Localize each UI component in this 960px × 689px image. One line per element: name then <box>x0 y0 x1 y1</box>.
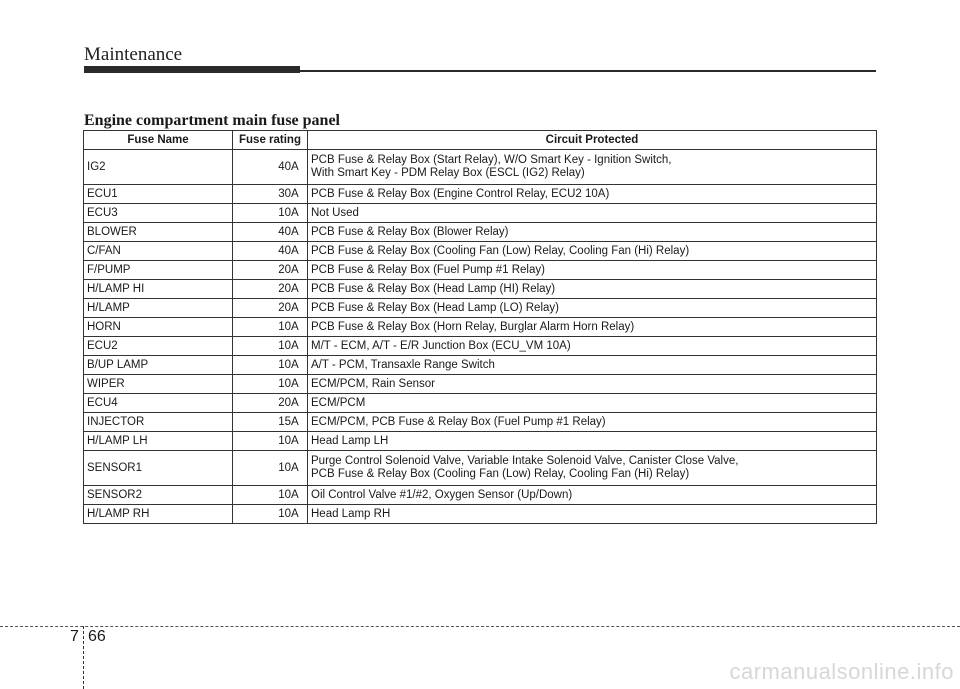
fuse-name-cell: WIPER <box>84 375 233 394</box>
circuit-protected-cell <box>308 261 877 280</box>
circuit-protected-cell <box>308 204 877 223</box>
fuse-rating-cell: 20A <box>233 261 308 280</box>
fuse-name-cell: H/LAMP RH <box>84 505 233 524</box>
fuse-name-cell: SENSOR2 <box>84 486 233 505</box>
chapter-number: 7 <box>70 628 79 645</box>
circuit-line: A/T - PCM, Transaxle Range Switch <box>311 358 495 371</box>
circuit-protected-cell <box>308 394 877 413</box>
circuit-protected-cell <box>308 413 877 432</box>
circuit-line: PCB Fuse & Relay Box (Horn Relay, Burglar Alarm Horn Relay) <box>311 320 635 333</box>
fuse-name-cell: ECU3 <box>84 204 233 223</box>
circuit-protected-cell <box>308 318 877 337</box>
table-row <box>84 223 877 242</box>
fuse-rating-cell: 10A <box>233 432 308 451</box>
fuse-name-cell: ECU1 <box>84 185 233 204</box>
fuse-rating-cell: 10A <box>233 204 308 223</box>
table-header-row <box>84 131 877 150</box>
table-row <box>84 375 877 394</box>
section-title: Engine compartment main fuse panel <box>84 112 340 129</box>
circuit-line: Oil Control Valve #1/#2, Oxygen Sensor (Up/Down) <box>311 488 573 501</box>
table-row <box>84 432 877 451</box>
fuse-name-cell: C/FAN <box>84 242 233 261</box>
circuit-line: PCB Fuse & Relay Box (Start Relay), W/O Smart Key - Ignition Switch, <box>311 154 672 166</box>
table-row <box>84 318 877 337</box>
table-row <box>84 280 877 299</box>
fuse-table-body <box>84 150 877 524</box>
fuse-name-cell: INJECTOR <box>84 413 233 432</box>
table-row <box>84 185 877 204</box>
header-rule-thick <box>84 66 300 73</box>
table-row <box>84 451 877 486</box>
table-row <box>84 413 877 432</box>
column-header-circuit-protected: Circuit Protected <box>308 131 877 150</box>
circuit-protected-cell <box>308 185 877 204</box>
circuit-protected-cell <box>308 242 877 261</box>
circuit-line: ECM/PCM, PCB Fuse & Relay Box (Fuel Pump #1 Relay) <box>311 415 606 428</box>
table-row <box>84 299 877 318</box>
fuse-rating-cell: 10A <box>233 318 308 337</box>
circuit-protected-cell <box>308 486 877 505</box>
circuit-line: PCB Fuse & Relay Box (Engine Control Relay, ECU2 10A) <box>311 187 610 200</box>
fuse-rating-cell: 20A <box>233 394 308 413</box>
column-header-fuse-rating: Fuse rating <box>233 131 308 150</box>
circuit-protected-cell <box>308 299 877 318</box>
circuit-line: PCB Fuse & Relay Box (Fuel Pump #1 Relay) <box>311 263 545 276</box>
footer-rule-vertical <box>83 626 84 689</box>
table-row <box>84 505 877 524</box>
fuse-name-cell: B/UP LAMP <box>84 356 233 375</box>
fuse-name-cell: BLOWER <box>84 223 233 242</box>
page-header-title: Maintenance <box>84 44 183 65</box>
circuit-line: Head Lamp RH <box>311 507 391 520</box>
column-header-fuse-name: Fuse Name <box>84 131 233 150</box>
circuit-line: With Smart Key - PDM Relay Box (ESCL (IG2) Relay) <box>311 167 585 179</box>
table-row <box>84 204 877 223</box>
table-row <box>84 150 877 185</box>
table-row <box>84 356 877 375</box>
fuse-rating-cell: 10A <box>233 486 308 505</box>
fuse-rating-cell: 20A <box>233 299 308 318</box>
circuit-protected-cell <box>308 356 877 375</box>
fuse-table <box>83 130 877 524</box>
circuit-line: Not Used <box>311 206 359 219</box>
circuit-line: PCB Fuse & Relay Box (Cooling Fan (Low) Relay, Cooling Fan (Hi) Relay) <box>311 468 690 480</box>
fuse-name-cell: HORN <box>84 318 233 337</box>
circuit-line: PCB Fuse & Relay Box (Head Lamp (HI) Relay) <box>311 282 556 295</box>
table-row <box>84 337 877 356</box>
fuse-name-cell: ECU2 <box>84 337 233 356</box>
fuse-rating-cell: 40A <box>233 223 308 242</box>
circuit-protected-cell <box>308 375 877 394</box>
fuse-rating-cell: 40A <box>233 242 308 261</box>
table-row <box>84 261 877 280</box>
circuit-line: Head Lamp LH <box>311 434 389 447</box>
circuit-line: M/T - ECM, A/T - E/R Junction Box (ECU_VM 10A) <box>311 339 571 352</box>
circuit-protected-cell <box>308 337 877 356</box>
fuse-name-cell: H/LAMP <box>84 299 233 318</box>
page-number: 66 <box>88 628 106 645</box>
fuse-rating-cell: 10A <box>233 375 308 394</box>
circuit-protected-cell <box>308 150 877 185</box>
fuse-rating-cell: 10A <box>233 505 308 524</box>
fuse-name-cell: SENSOR1 <box>84 451 233 486</box>
fuse-rating-cell: 10A <box>233 356 308 375</box>
circuit-line: PCB Fuse & Relay Box (Head Lamp (LO) Relay) <box>311 301 559 314</box>
circuit-line: PCB Fuse & Relay Box (Blower Relay) <box>311 225 509 238</box>
fuse-rating-cell: 10A <box>233 451 308 486</box>
fuse-rating-cell: 10A <box>233 337 308 356</box>
fuse-name-cell: IG2 <box>84 150 233 185</box>
fuse-name-cell: H/LAMP LH <box>84 432 233 451</box>
circuit-protected-cell <box>308 432 877 451</box>
table-row <box>84 486 877 505</box>
fuse-name-cell: F/PUMP <box>84 261 233 280</box>
fuse-rating-cell: 20A <box>233 280 308 299</box>
circuit-line: ECM/PCM, Rain Sensor <box>311 377 435 390</box>
fuse-name-cell: H/LAMP HI <box>84 280 233 299</box>
fuse-rating-cell: 30A <box>233 185 308 204</box>
fuse-rating-cell: 15A <box>233 413 308 432</box>
circuit-protected-cell <box>308 505 877 524</box>
circuit-protected-cell <box>308 280 877 299</box>
watermark: carmanualsonline.info <box>729 659 954 684</box>
circuit-line: ECM/PCM <box>311 396 366 409</box>
header-rule-thin <box>300 70 876 72</box>
fuse-rating-cell: 40A <box>233 150 308 185</box>
table-row <box>84 394 877 413</box>
footer-rule-horizontal <box>0 626 960 627</box>
fuse-name-cell: ECU4 <box>84 394 233 413</box>
circuit-protected-cell <box>308 223 877 242</box>
circuit-line: Purge Control Solenoid Valve, Variable Intake Solenoid Valve, Canister Close Valve, <box>311 455 739 467</box>
circuit-protected-cell <box>308 451 877 486</box>
table-row <box>84 242 877 261</box>
circuit-line: PCB Fuse & Relay Box (Cooling Fan (Low) Relay, Cooling Fan (Hi) Relay) <box>311 244 690 257</box>
